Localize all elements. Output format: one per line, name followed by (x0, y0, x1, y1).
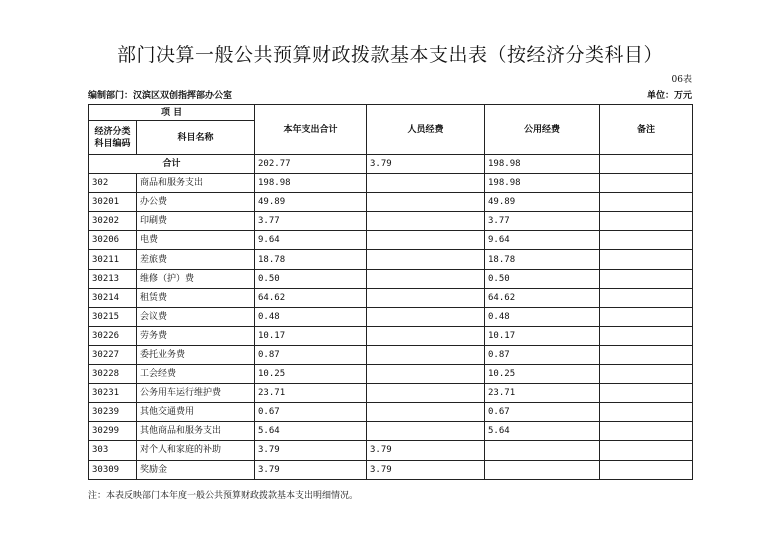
cell-code: 30213 (89, 269, 137, 288)
cell-code: 303 (89, 441, 137, 460)
cell-code: 30299 (89, 422, 137, 441)
cell-name: 维修（护）费 (137, 269, 255, 288)
cell-name: 工会经费 (137, 365, 255, 384)
cell-code: 30201 (89, 193, 137, 212)
header-remark: 备注 (600, 105, 693, 155)
cell-remark (600, 212, 693, 231)
header-item: 项 目 (89, 105, 255, 121)
cell-public: 49.89 (485, 193, 600, 212)
cell-code: 30202 (89, 212, 137, 231)
total-remark (600, 155, 693, 174)
cell-personnel (367, 326, 485, 345)
cell-total: 3.77 (255, 212, 367, 231)
cell-public: 9.64 (485, 231, 600, 250)
cell-total: 0.67 (255, 403, 367, 422)
table-row (89, 288, 693, 307)
cell-public: 0.67 (485, 403, 600, 422)
table-row (89, 365, 693, 384)
cell-personnel (367, 269, 485, 288)
cell-total: 49.89 (255, 193, 367, 212)
cell-remark (600, 193, 693, 212)
cell-total: 18.78 (255, 250, 367, 269)
table-row (89, 174, 693, 193)
cell-name: 公务用车运行维护费 (137, 384, 255, 403)
cell-personnel (367, 345, 485, 364)
cell-remark (600, 345, 693, 364)
footnote: 注：本表反映部门本年度一般公共预算财政拨款基本支出明细情况。 (88, 491, 359, 501)
total-label: 合计 (89, 155, 255, 174)
table-row (89, 403, 693, 422)
cell-code: 30214 (89, 288, 137, 307)
cell-name: 租赁费 (137, 288, 255, 307)
cell-personnel: 3.79 (367, 460, 485, 479)
cell-name: 对个人和家庭的补助 (137, 441, 255, 460)
cell-code: 30231 (89, 384, 137, 403)
cell-remark (600, 460, 693, 479)
cell-remark (600, 384, 693, 403)
cell-name: 电费 (137, 231, 255, 250)
cell-remark (600, 307, 693, 326)
header-name: 科目名称 (137, 121, 255, 155)
cell-public (485, 441, 600, 460)
cell-public: 18.78 (485, 250, 600, 269)
cell-total: 5.64 (255, 422, 367, 441)
cell-remark (600, 365, 693, 384)
cell-remark (600, 231, 693, 250)
cell-total: 3.79 (255, 460, 367, 479)
table-row (89, 231, 693, 250)
header-total: 本年支出合计 (255, 105, 367, 155)
header-row-1 (89, 105, 693, 121)
cell-name: 商品和服务支出 (137, 174, 255, 193)
header-public: 公用经费 (485, 105, 600, 155)
cell-personnel (367, 212, 485, 231)
table-row (89, 307, 693, 326)
cell-code: 30239 (89, 403, 137, 422)
cell-total: 0.87 (255, 345, 367, 364)
header-personnel: 人员经费 (367, 105, 485, 155)
table-row (89, 193, 693, 212)
cell-code: 30226 (89, 326, 137, 345)
table-row (89, 460, 693, 479)
cell-remark (600, 174, 693, 193)
cell-personnel: 3.79 (367, 441, 485, 460)
expenditure-table (88, 104, 693, 480)
page-title: 部门决算一般公共预算财政拨款基本支出表（按经济分类科目） (116, 44, 663, 66)
table-row (89, 269, 693, 288)
cell-remark (600, 441, 693, 460)
cell-name: 奖励金 (137, 460, 255, 479)
cell-name: 其他交通费用 (137, 403, 255, 422)
cell-total: 0.48 (255, 307, 367, 326)
header-code: 经济分类 科目编码 (89, 121, 137, 155)
unit-label: 单位：万元 (646, 91, 692, 101)
cell-code: 30211 (89, 250, 137, 269)
cell-name: 会议费 (137, 307, 255, 326)
cell-name: 委托业务费 (137, 345, 255, 364)
total-public: 198.98 (485, 155, 600, 174)
table-row (89, 422, 693, 441)
cell-name: 印刷费 (137, 212, 255, 231)
cell-total: 64.62 (255, 288, 367, 307)
cell-public: 23.71 (485, 384, 600, 403)
cell-remark (600, 422, 693, 441)
cell-remark (600, 288, 693, 307)
cell-name: 劳务费 (137, 326, 255, 345)
cell-total: 198.98 (255, 174, 367, 193)
total-personnel: 3.79 (367, 155, 485, 174)
cell-personnel (367, 174, 485, 193)
table-row (89, 441, 693, 460)
department-label: 编制部门：汉滨区双创指挥部办公室 (88, 91, 233, 101)
cell-remark (600, 403, 693, 422)
table-row (89, 326, 693, 345)
cell-public: 5.64 (485, 422, 600, 441)
cell-public: 0.50 (485, 269, 600, 288)
table-row (89, 345, 693, 364)
cell-public: 10.17 (485, 326, 600, 345)
cell-public: 0.48 (485, 307, 600, 326)
total-row (89, 155, 693, 174)
cell-personnel (367, 403, 485, 422)
cell-personnel (367, 365, 485, 384)
cell-personnel (367, 231, 485, 250)
cell-code: 302 (89, 174, 137, 193)
table-row (89, 384, 693, 403)
cell-public (485, 460, 600, 479)
cell-total: 23.71 (255, 384, 367, 403)
cell-remark (600, 250, 693, 269)
cell-public: 198.98 (485, 174, 600, 193)
cell-personnel (367, 422, 485, 441)
cell-total: 10.25 (255, 365, 367, 384)
cell-public: 64.62 (485, 288, 600, 307)
cell-total: 9.64 (255, 231, 367, 250)
cell-personnel (367, 288, 485, 307)
cell-personnel (367, 193, 485, 212)
cell-remark (600, 269, 693, 288)
table-row (89, 212, 693, 231)
cell-code: 30228 (89, 365, 137, 384)
cell-total: 10.17 (255, 326, 367, 345)
table-row (89, 250, 693, 269)
cell-name: 差旅费 (137, 250, 255, 269)
cell-code: 30206 (89, 231, 137, 250)
cell-code: 30227 (89, 345, 137, 364)
cell-code: 30215 (89, 307, 137, 326)
cell-personnel (367, 307, 485, 326)
cell-total: 0.50 (255, 269, 367, 288)
cell-personnel (367, 250, 485, 269)
total-amount: 202.77 (255, 155, 367, 174)
cell-public: 3.77 (485, 212, 600, 231)
cell-public: 0.87 (485, 345, 600, 364)
table-number: 06表 (671, 75, 692, 85)
cell-name: 其他商品和服务支出 (137, 422, 255, 441)
cell-personnel (367, 384, 485, 403)
cell-code: 30309 (89, 460, 137, 479)
cell-public: 10.25 (485, 365, 600, 384)
cell-total: 3.79 (255, 441, 367, 460)
cell-remark (600, 326, 693, 345)
cell-name: 办公费 (137, 193, 255, 212)
